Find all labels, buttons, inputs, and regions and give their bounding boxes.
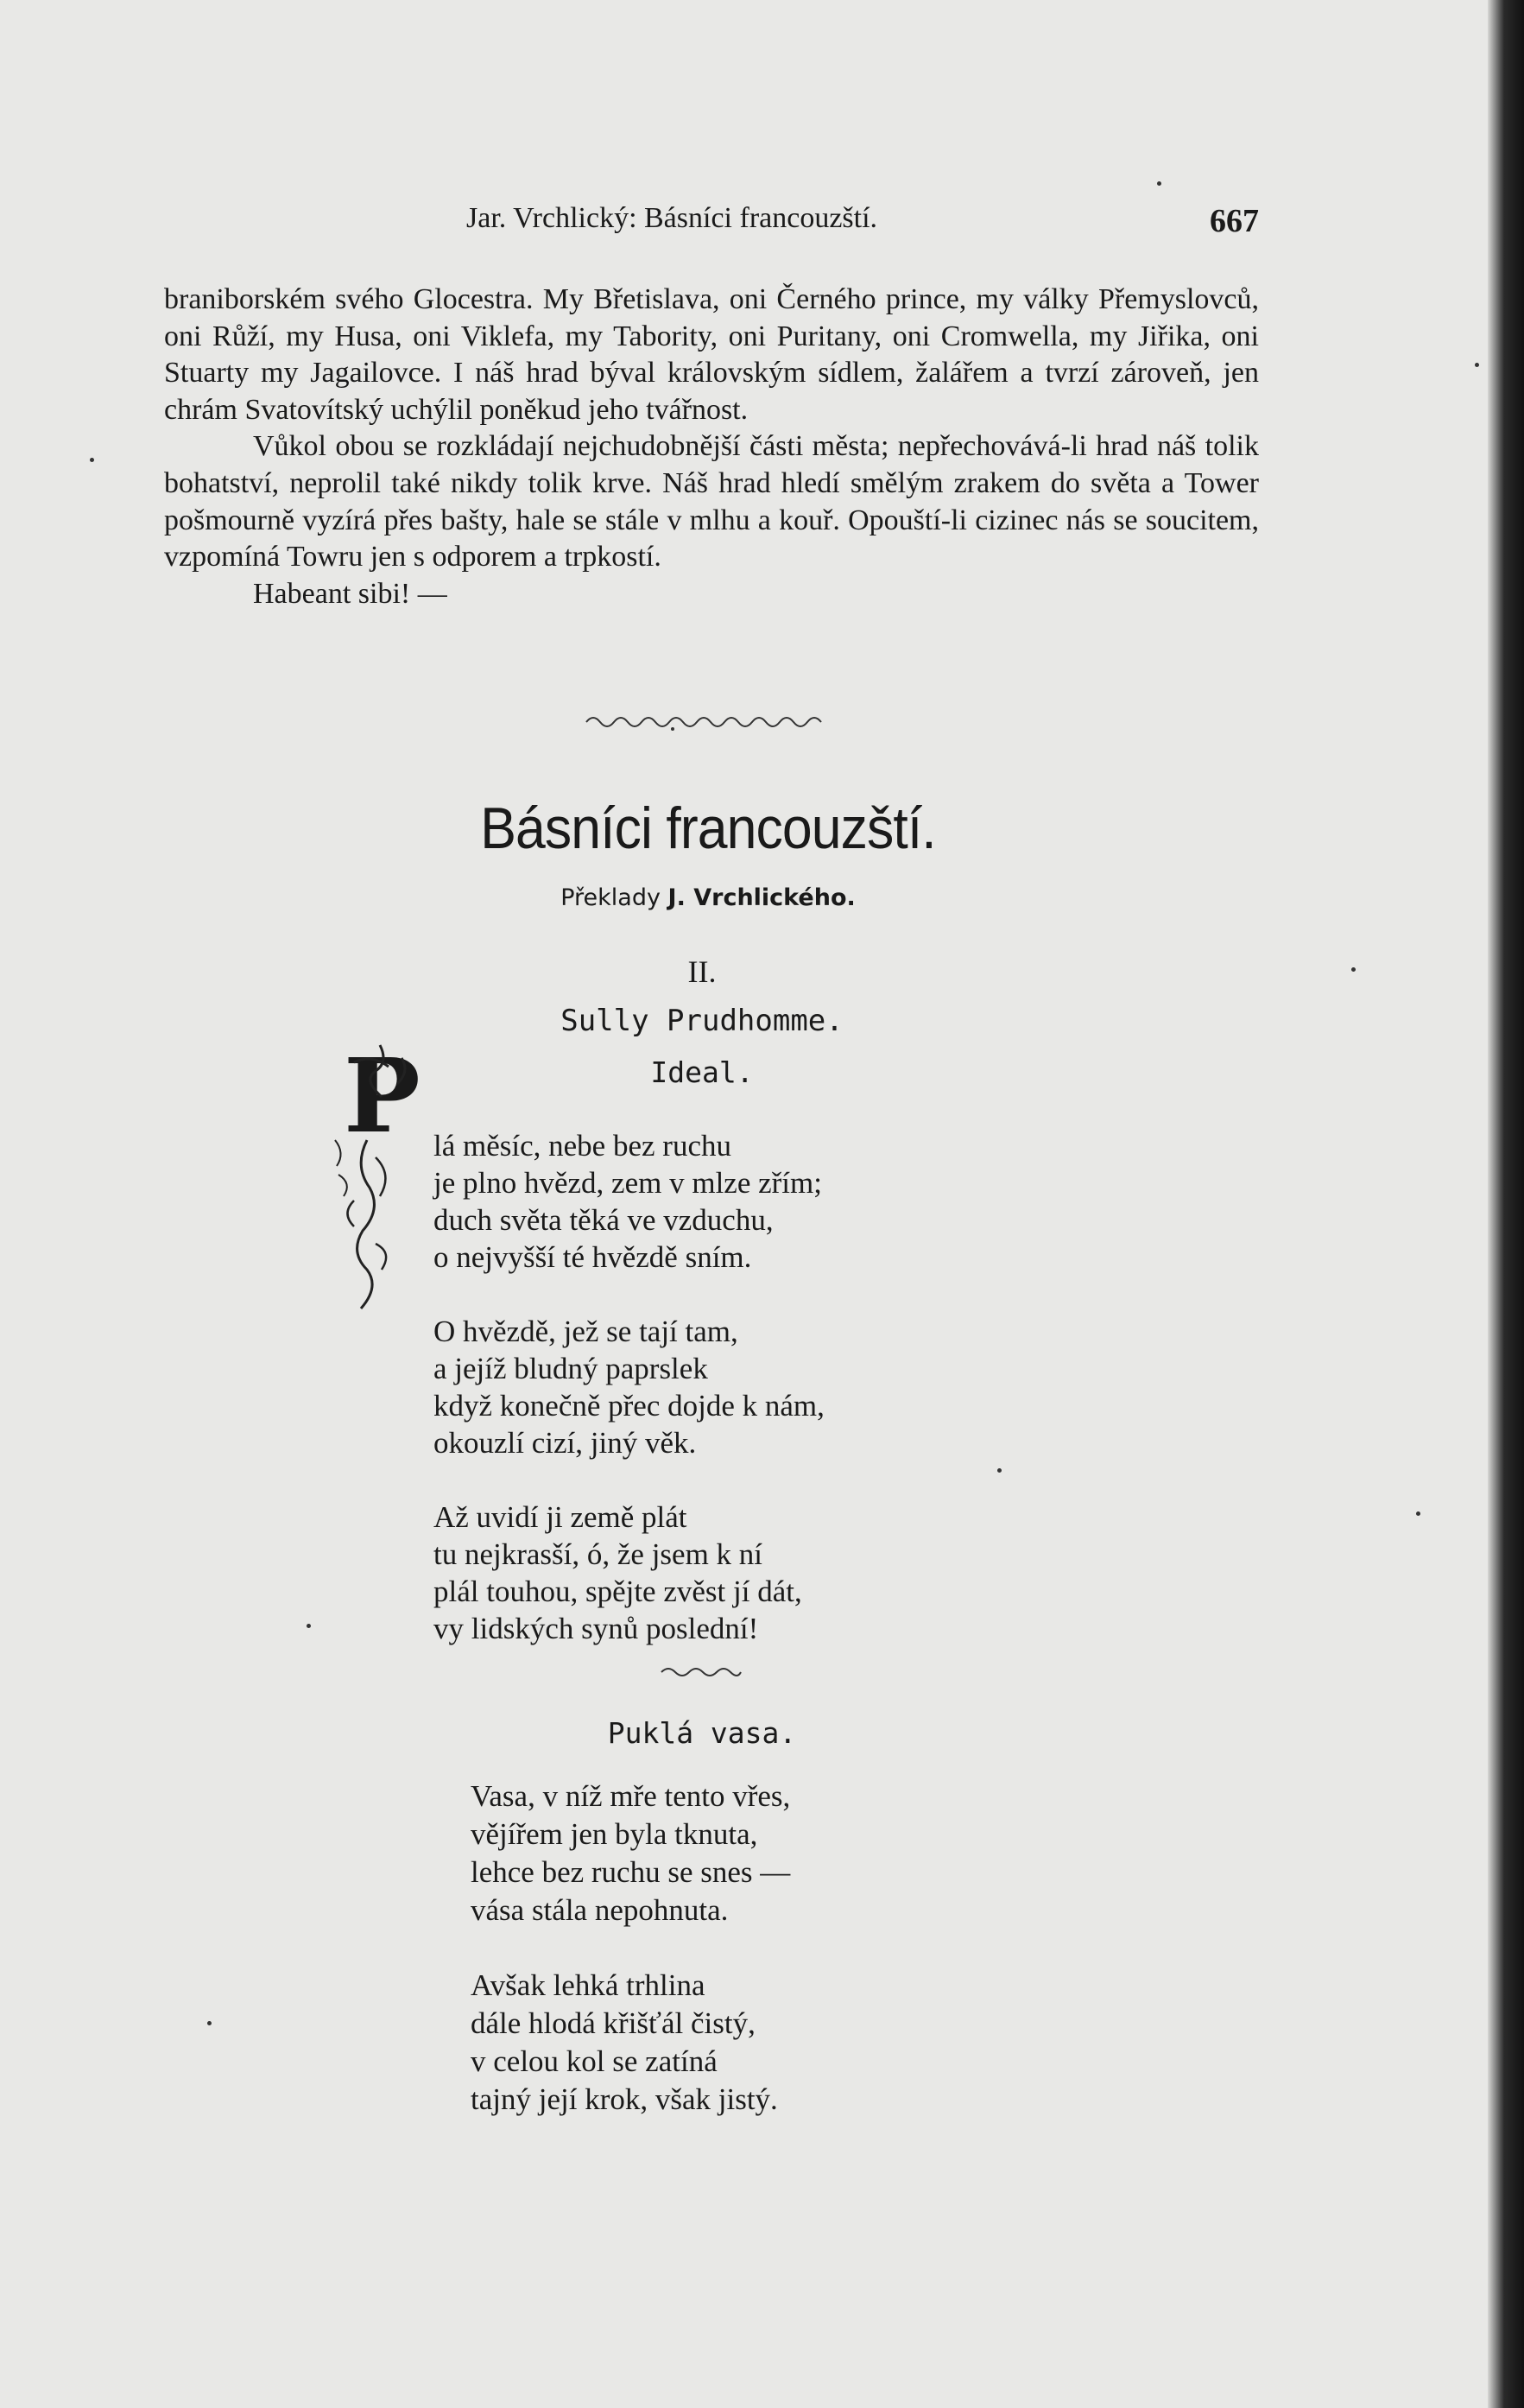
- prose-section: [164, 282, 1259, 612]
- paper-speck: [90, 458, 94, 462]
- poem-ideal: [433, 1127, 825, 1684]
- paragraph: Vůkol obou se rozkládají nejchudobnější části města; nepřechovává-li hrad náš tolik bohatství, neprolil také nikdy tolik krve. Náš hrad hledí smělým zrakem do světa a Tower pošmourně vyzírá přes bašty, hale se stále v mlhu a kouř. Opouští-li cizinec nás se soucitem, vzpomíná Towru jen s odporem a trpkostí.: [164, 430, 1259, 573]
- verse-line: duch světa těká ve vzduchu,: [433, 1203, 774, 1237]
- verse-line: tu nejkrasší, ó, že jsem k ní: [433, 1537, 763, 1571]
- verse-line: vějířem jen byla tknuta,: [471, 1817, 758, 1851]
- running-header: [164, 197, 1259, 245]
- verse-line: okouzlí cizí, jiný věk.: [433, 1426, 697, 1460]
- verse-line: je plno hvězd, zem v mlze zřím;: [433, 1166, 822, 1200]
- verse-line: Vasa, v níž mře tento vřes,: [471, 1779, 791, 1813]
- paper-speck: [307, 1624, 311, 1628]
- verse-line: dále hlodá křišťál čistý,: [471, 2006, 756, 2040]
- verse-line: lá měsíc, nebe bez ruchu: [433, 1129, 731, 1163]
- translator-name: J. Vrchlického.: [667, 884, 856, 911]
- translator-credit: [0, 884, 1416, 911]
- paragraph: braniborském svého Glocestra. My Břetislava, oni Černého prince, my války Přemyslovců, oni Růží, my Husa, oni Viklefa, my Tabority, oni Puritany, oni Cromwella, my Jiřika, oni Stuarty my Jagailovce. I náš hrad býval královským sídlem, žalářem a tvrzí zároveň, jen chrám Svatovítský uchýlil poněkud jeho tvářnost.: [164, 283, 1259, 426]
- verse-line: vy lidských synů poslední!: [433, 1612, 759, 1645]
- paper-speck: [1157, 181, 1161, 186]
- page-binding-edge: [1488, 0, 1524, 2408]
- translator-prefix: Překlady: [560, 884, 668, 911]
- verse-line: a jejíž bludný paprslek: [433, 1352, 708, 1385]
- section-divider-ornament: [583, 710, 825, 731]
- paper-speck: [997, 1468, 1002, 1473]
- verse-line: O hvězdě, jež se tají tam,: [433, 1315, 738, 1348]
- drop-cap-letter: P: [344, 1036, 421, 1156]
- verse-line: vása stála nepohnuta.: [471, 1893, 729, 1927]
- stanza: [471, 1967, 790, 2119]
- paper-speck: [1475, 363, 1479, 367]
- section-title: Básníci francouzští.: [480, 795, 936, 861]
- poem-title: Ideal.: [650, 1055, 754, 1089]
- verse-line: když konečně přec dojde k nám,: [433, 1389, 825, 1423]
- page-number: 667: [1210, 203, 1259, 239]
- verse-line: plál touhou, spějte zvěst jí dát,: [433, 1575, 802, 1608]
- stanza: [471, 1777, 790, 1930]
- poet-name: Sully Prudhomme.: [560, 1004, 844, 1038]
- ornamental-drop-cap: [328, 1036, 440, 1313]
- paper-speck: [207, 2021, 212, 2025]
- poem-divider-ornament: [658, 1663, 744, 1677]
- stanza: [433, 1313, 825, 1461]
- stanza: [433, 1499, 825, 1647]
- poem-pukla-vasa: [471, 1777, 790, 2156]
- stanza: [433, 1127, 825, 1276]
- paper-speck: [1416, 1511, 1420, 1516]
- verse-line: v celou kol se zatíná: [471, 2044, 718, 2078]
- verse-line: o nejvyšší té hvězdě sním.: [433, 1240, 752, 1274]
- verse-line: lehce bez ruchu se snes —: [471, 1855, 791, 1889]
- paper-speck: [1351, 967, 1356, 972]
- paragraph: Habeant sibi! —: [253, 577, 447, 610]
- running-title: Jar. Vrchlický: Básníci francouzští.: [466, 202, 878, 234]
- verse-line: Avšak lehká trhlina: [471, 1968, 705, 2002]
- verse-line: Až uvidí ji země plát: [433, 1500, 687, 1534]
- part-number: II.: [687, 954, 717, 989]
- verse-line: tajný její krok, však jistý.: [471, 2082, 778, 2116]
- poem-title: Puklá vasa.: [607, 1716, 797, 1750]
